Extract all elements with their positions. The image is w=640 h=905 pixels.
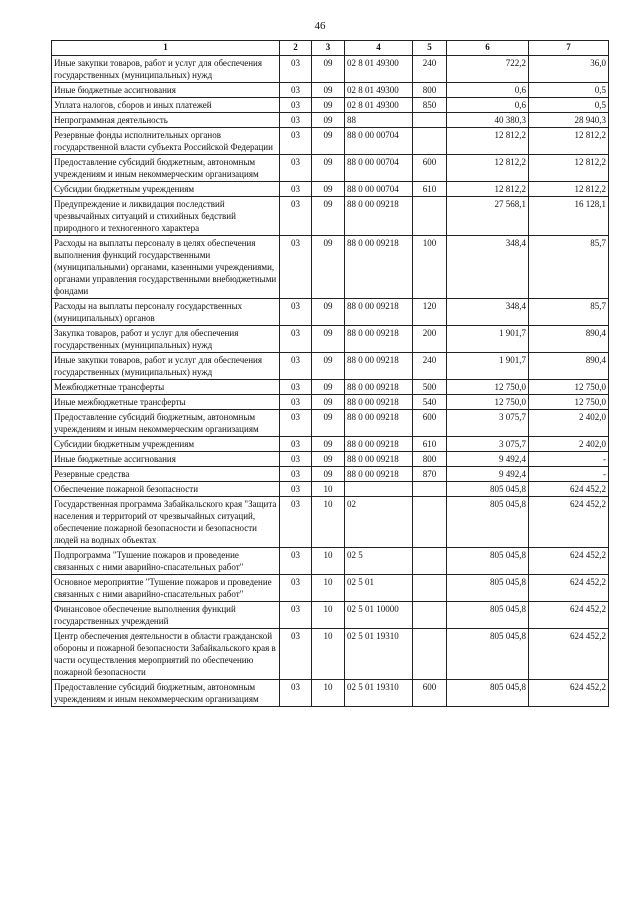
amount-year-1: 3 075,7 (447, 410, 529, 437)
table-row (52, 182, 609, 197)
section-code: 03 (280, 236, 312, 299)
page-number: 46 (314, 20, 326, 32)
expense-type-code (413, 482, 447, 497)
target-article-code: 88 0 00 09218 (345, 197, 413, 236)
amount-year-2: 624 452,2 (529, 629, 609, 680)
amount-year-2: 2 402,0 (529, 437, 609, 452)
subsection-code: 09 (312, 113, 345, 128)
amount-year-2: 16 128,1 (529, 197, 609, 236)
expense-type-code (413, 548, 447, 575)
amount-year-2: 890,4 (529, 353, 609, 380)
target-article-code: 88 0 00 09218 (345, 395, 413, 410)
amount-year-1: 12 812,2 (447, 128, 529, 155)
amount-year-2: 0,5 (529, 83, 609, 98)
amount-year-2: 36,0 (529, 56, 609, 83)
amount-year-1: 722,2 (447, 56, 529, 83)
column-header: 4 (345, 41, 413, 56)
subsection-code: 09 (312, 98, 345, 113)
amount-year-2: 85,7 (529, 236, 609, 299)
subsection-code: 09 (312, 56, 345, 83)
section-code: 03 (280, 56, 312, 83)
amount-year-1: 1 901,7 (447, 353, 529, 380)
target-article-code: 88 0 00 09218 (345, 467, 413, 482)
subsection-code: 10 (312, 482, 345, 497)
section-code: 03 (280, 299, 312, 326)
table-row (52, 236, 609, 299)
row-name: Иные закупки товаров, работ и услуг для обеспечения государственных (муниципальных) нужд (52, 56, 280, 83)
target-article-code: 02 5 01 19310 (345, 680, 413, 707)
row-name: Иные бюджетные ассигнования (52, 452, 280, 467)
table-row (52, 602, 609, 629)
table-row (52, 113, 609, 128)
expense-type-code: 800 (413, 83, 447, 98)
expense-type-code: 610 (413, 182, 447, 197)
table-row (52, 467, 609, 482)
amount-year-1: 3 075,7 (447, 437, 529, 452)
subsection-code: 10 (312, 680, 345, 707)
amount-year-1: 805 045,8 (447, 629, 529, 680)
amount-year-2: 624 452,2 (529, 680, 609, 707)
section-code: 03 (280, 548, 312, 575)
table-row (52, 155, 609, 182)
amount-year-2: 2 402,0 (529, 410, 609, 437)
target-article-code: 88 0 00 09218 (345, 299, 413, 326)
target-article-code: 02 5 (345, 548, 413, 575)
amount-year-2: 12 812,2 (529, 182, 609, 197)
expense-type-code (413, 197, 447, 236)
row-name: Финансовое обеспечение выполнения функций государственных учреждений (52, 602, 280, 629)
expense-type-code (413, 602, 447, 629)
target-article-code: 02 8 01 49300 (345, 83, 413, 98)
subsection-code: 09 (312, 395, 345, 410)
amount-year-2: 624 452,2 (529, 497, 609, 548)
amount-year-1: 40 380,3 (447, 113, 529, 128)
target-article-code: 02 8 01 49300 (345, 56, 413, 83)
amount-year-1: 12 812,2 (447, 155, 529, 182)
table-row (52, 83, 609, 98)
row-name: Межбюджетные трансферты (52, 380, 280, 395)
row-name: Субсидии бюджетным учреждениям (52, 182, 280, 197)
subsection-code: 09 (312, 467, 345, 482)
target-article-code: 88 (345, 113, 413, 128)
expense-type-code: 240 (413, 353, 447, 380)
table-row (52, 326, 609, 353)
amount-year-2: 0,5 (529, 98, 609, 113)
section-code: 03 (280, 482, 312, 497)
section-code: 03 (280, 575, 312, 602)
table-row (52, 548, 609, 575)
amount-year-1: 0,6 (447, 98, 529, 113)
row-name: Субсидии бюджетным учреждениям (52, 437, 280, 452)
amount-year-1: 1 901,7 (447, 326, 529, 353)
row-name: Иные межбюджетные трансферты (52, 395, 280, 410)
table-row (52, 410, 609, 437)
column-header: 6 (447, 41, 529, 56)
column-header: 5 (413, 41, 447, 56)
target-article-code: 02 5 01 10000 (345, 602, 413, 629)
subsection-code: 10 (312, 548, 345, 575)
row-name: Предупреждение и ликвидация последствий чрезвычайных ситуаций и стихийных бедствий природного и техногенного характера (52, 197, 280, 236)
amount-year-1: 348,4 (447, 299, 529, 326)
table-row (52, 452, 609, 467)
expense-type-code: 540 (413, 395, 447, 410)
subsection-code: 09 (312, 353, 345, 380)
subsection-code: 09 (312, 299, 345, 326)
amount-year-2: - (529, 467, 609, 482)
row-name: Государственная программа Забайкальского края "Защита населения и территорий от чрезвычайных ситуаций, обеспечение пожарной безопасности и безопасности людей на водных объектах (52, 497, 280, 548)
table-header-row (52, 41, 609, 56)
expense-type-code: 200 (413, 326, 447, 353)
row-name: Подпрограмма "Тушение пожаров и проведение связанных с ними аварийно-спасательных работ" (52, 548, 280, 575)
expense-type-code: 120 (413, 299, 447, 326)
section-code: 03 (280, 680, 312, 707)
amount-year-1: 805 045,8 (447, 497, 529, 548)
section-code: 03 (280, 155, 312, 182)
amount-year-1: 12 750,0 (447, 380, 529, 395)
section-code: 03 (280, 629, 312, 680)
row-name: Расходы на выплаты персоналу в целях обеспечения выполнения функций государственными (муниципальными) органами, казенными учреждениями, органами управления государственными внебюджетными фондами (52, 236, 280, 299)
amount-year-2: 624 452,2 (529, 602, 609, 629)
table-row (52, 482, 609, 497)
table-row (52, 680, 609, 707)
target-article-code: 88 0 00 00704 (345, 128, 413, 155)
row-name: Предоставление субсидий бюджетным, автономным учреждениям и иным некоммерческим организациям (52, 155, 280, 182)
row-name: Расходы на выплаты персоналу государственных (муниципальных) органов (52, 299, 280, 326)
subsection-code: 09 (312, 128, 345, 155)
amount-year-2: 28 940,3 (529, 113, 609, 128)
target-article-code: 88 0 00 09218 (345, 236, 413, 299)
expense-type-code: 500 (413, 380, 447, 395)
target-article-code: 02 8 01 49300 (345, 98, 413, 113)
row-name: Иные бюджетные ассигнования (52, 83, 280, 98)
expense-type-code: 850 (413, 98, 447, 113)
expense-type-code: 870 (413, 467, 447, 482)
target-article-code: 88 0 00 00704 (345, 182, 413, 197)
row-name: Резервные фонды исполнительных органов государственной власти субъекта Российской Федерации (52, 128, 280, 155)
expense-type-code: 600 (413, 410, 447, 437)
subsection-code: 09 (312, 155, 345, 182)
expense-type-code: 610 (413, 437, 447, 452)
target-article-code: 02 5 01 19310 (345, 629, 413, 680)
target-article-code: 88 0 00 00704 (345, 155, 413, 182)
subsection-code: 10 (312, 575, 345, 602)
row-name: Резервные средства (52, 467, 280, 482)
row-name: Предоставление субсидий бюджетным, автономным учреждениям и иным некоммерческим организациям (52, 410, 280, 437)
budget-table (51, 40, 609, 707)
row-name: Закупка товаров, работ и услуг для обеспечения государственных (муниципальных) нужд (52, 326, 280, 353)
subsection-code: 09 (312, 182, 345, 197)
row-name: Основное мероприятие "Тушение пожаров и проведение связанных с ними аварийно-спасательных работ" (52, 575, 280, 602)
section-code: 03 (280, 83, 312, 98)
section-code: 03 (280, 128, 312, 155)
row-name: Иные закупки товаров, работ и услуг для обеспечения государственных (муниципальных) нужд (52, 353, 280, 380)
table-row (52, 380, 609, 395)
expense-type-code: 100 (413, 236, 447, 299)
amount-year-1: 12 812,2 (447, 182, 529, 197)
subsection-code: 09 (312, 236, 345, 299)
table-row (52, 128, 609, 155)
section-code: 03 (280, 197, 312, 236)
amount-year-1: 805 045,8 (447, 575, 529, 602)
section-code: 03 (280, 452, 312, 467)
column-header: 7 (529, 41, 609, 56)
amount-year-1: 805 045,8 (447, 482, 529, 497)
amount-year-2: 12 812,2 (529, 155, 609, 182)
section-code: 03 (280, 437, 312, 452)
expense-type-code (413, 629, 447, 680)
amount-year-1: 805 045,8 (447, 680, 529, 707)
target-article-code: 88 0 00 09218 (345, 452, 413, 467)
amount-year-2: 12 812,2 (529, 128, 609, 155)
section-code: 03 (280, 467, 312, 482)
amount-year-1: 9 492,4 (447, 467, 529, 482)
expense-type-code: 600 (413, 155, 447, 182)
target-article-code: 88 0 00 09218 (345, 353, 413, 380)
expense-type-code: 800 (413, 452, 447, 467)
target-article-code: 88 0 00 09218 (345, 410, 413, 437)
section-code: 03 (280, 410, 312, 437)
section-code: 03 (280, 98, 312, 113)
subsection-code: 09 (312, 410, 345, 437)
table-row (52, 197, 609, 236)
target-article-code: 88 0 00 09218 (345, 380, 413, 395)
subsection-code: 09 (312, 326, 345, 353)
subsection-code: 10 (312, 497, 345, 548)
amount-year-2: 890,4 (529, 326, 609, 353)
amount-year-2: 85,7 (529, 299, 609, 326)
row-name: Обеспечение пожарной безопасности (52, 482, 280, 497)
amount-year-1: 805 045,8 (447, 548, 529, 575)
target-article-code: 02 5 01 (345, 575, 413, 602)
table-row (52, 56, 609, 83)
section-code: 03 (280, 353, 312, 380)
row-name: Непрограммная деятельность (52, 113, 280, 128)
row-name: Центр обеспечения деятельности в области гражданской обороны и пожарной безопасности Забайкальского края в части осуществления мероприятий по обеспечению пожарной безопасности (52, 629, 280, 680)
amount-year-2: 12 750,0 (529, 380, 609, 395)
table-row (52, 629, 609, 680)
section-code: 03 (280, 602, 312, 629)
section-code: 03 (280, 113, 312, 128)
expense-type-code (413, 497, 447, 548)
expense-type-code: 240 (413, 56, 447, 83)
column-header: 2 (280, 41, 312, 56)
subsection-code: 09 (312, 380, 345, 395)
target-article-code: 88 0 00 09218 (345, 437, 413, 452)
table-row (52, 575, 609, 602)
amount-year-2: 12 750,0 (529, 395, 609, 410)
section-code: 03 (280, 380, 312, 395)
section-code: 03 (280, 497, 312, 548)
table-body (52, 56, 609, 707)
amount-year-2: 624 452,2 (529, 482, 609, 497)
amount-year-2: - (529, 452, 609, 467)
table-row (52, 353, 609, 380)
subsection-code: 10 (312, 629, 345, 680)
subsection-code: 09 (312, 437, 345, 452)
subsection-code: 09 (312, 452, 345, 467)
expense-type-code: 600 (413, 680, 447, 707)
table-row (52, 299, 609, 326)
column-header: 3 (312, 41, 345, 56)
expense-type-code (413, 128, 447, 155)
section-code: 03 (280, 182, 312, 197)
expense-type-code (413, 575, 447, 602)
table-row (52, 98, 609, 113)
amount-year-2: 624 452,2 (529, 548, 609, 575)
table-row (52, 395, 609, 410)
subsection-code: 09 (312, 83, 345, 98)
amount-year-2: 624 452,2 (529, 575, 609, 602)
target-article-code: 02 (345, 497, 413, 548)
amount-year-1: 27 568,1 (447, 197, 529, 236)
amount-year-1: 9 492,4 (447, 452, 529, 467)
row-name: Уплата налогов, сборов и иных платежей (52, 98, 280, 113)
subsection-code: 10 (312, 602, 345, 629)
target-article-code: 88 0 00 09218 (345, 326, 413, 353)
table-row (52, 497, 609, 548)
subsection-code: 09 (312, 197, 345, 236)
target-article-code (345, 482, 413, 497)
amount-year-1: 0,6 (447, 83, 529, 98)
table-row (52, 437, 609, 452)
section-code: 03 (280, 395, 312, 410)
section-code: 03 (280, 326, 312, 353)
amount-year-1: 12 750,0 (447, 395, 529, 410)
column-header: 1 (52, 41, 280, 56)
row-name: Предоставление субсидий бюджетным, автономным учреждениям и иным некоммерческим организациям (52, 680, 280, 707)
amount-year-1: 805 045,8 (447, 602, 529, 629)
expense-type-code (413, 113, 447, 128)
amount-year-1: 348,4 (447, 236, 529, 299)
